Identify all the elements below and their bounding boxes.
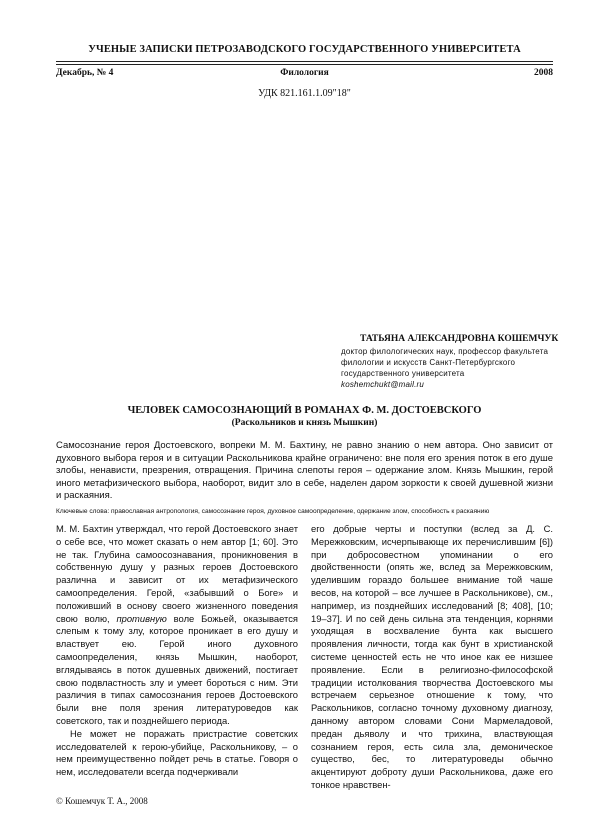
udk-code: УДК 821.161.1.09"18" <box>258 88 351 99</box>
paragraph-text: воле Божьей, оказывается слепым к тому злу, которое проникает в его душу и властвует ею. Герой иного духовного самоопределения, князь Мышкин, наоборот, вглядываясь в поток душевных движений, постигает свою подвластность злу и умеет бороться с ним. Эти различия в типах самосознания героев Достоевского были вне поля зрения литературоведов как советского, так и позднейшего периода. <box>56 612 298 726</box>
body-column-left <box>56 523 298 779</box>
author-degree: доктор филологических наук, профессор факультета филологии и искусств Санкт-Петербургского государственного университета <box>341 347 549 378</box>
header-rule-bottom <box>56 64 553 65</box>
paragraph-text: М. М. Бахтин утверждал, что герой Достоевского знает о себе все, что может сказать о нем автор [1; 60]. Это не так. Глубина самоосознавания, проникновения в собственную душу у разных героев Достоевского различна и зависит от их метафизического самоопределения. Герой, «забывший о Боге» и положивший в основу своего жизненного поведения свою волю, <box>56 523 298 624</box>
paragraph: Не может не поражать пристрастие советских исследователей к герою-убийце, Раскольникову, – о нем преимущественно пойдет речь в статье. Говоря о нем, исследователи всегда подчеркивали <box>56 727 298 778</box>
author-name: ТАТЬЯНА АЛЕКСАНДРОВНА КОШЕМЧУК <box>360 334 559 344</box>
article-title: ЧЕЛОВЕК САМОСОЗНАЮЩИЙ В РОМАНАХ Ф. М. ДОСТОЕВСКОГО <box>127 405 482 416</box>
header-rule-top <box>56 61 553 62</box>
author-email[interactable]: koshemchukt@mail.ru <box>341 380 425 389</box>
paragraph: его добрые черты и поступки (вслед за Д. С. Мережковским, исчерпывающе их перечислившим [6]) при добросовестном упоминании о его двойственности (опять же, вслед за Мережковским, уделившим гораздо большее внимание той чаше весов, на которой – все лучшее в Раскольникове), см., например, из позднейших исследований [8; 408], [10; 19–37]. И по сей день сильна эта тенденция, корнями уходящая в восхваление бунта как высшего проявления личности, тогда как бунт в христианской системе ценностей есть не что иное как ее низшее проявление. Если в религиозно-философской традиции истолкования творчества Достоевского мы встречаем серьезное отношение к тому, что Раскольников, согласно точному духовному диагнозу, данному автором словами Сони Мармеладовой, предан дьяволу и что трихина, властвующая сознанием героя, есть сила зла, демоническое существо, бес, то литературоведы обычно акцентируют доброту души Раскольникова, даже его тонкое нравствен- <box>311 523 553 790</box>
section-name: Филология <box>280 68 329 78</box>
body-column-right <box>311 523 553 792</box>
copyright-note: © Кошемчук Т. А., 2008 <box>56 796 148 806</box>
keywords: Ключевые слова: православная антропология, самосознание героя, духовное самоопределение, одержание злом, способность к раскаянию <box>56 508 490 515</box>
paragraph <box>56 523 298 728</box>
issue-number: Декабрь, № 4 <box>56 68 114 78</box>
abstract: Самосознание героя Достоевского, вопреки М. М. Бахтину, не равно знанию о нем автора. Оно зависит от духовного выбора героя и в ситуации Раскольникова крайне ограничено: вне поля его зрения поток в его душе злобы, ненависти, презрения, отвращения. Причина слепоты героя – одержание злом. Князь Мышкин, герой иного метафизического выбора, наоборот, видит зло в себе, наделен даром зоркости к своей душевной жизни и раскаяния. <box>56 440 553 501</box>
italic-word: противную <box>116 612 167 624</box>
author-affiliation <box>341 346 553 390</box>
issue-year: 2008 <box>534 68 553 78</box>
journal-title: УЧЕНЫЕ ЗАПИСКИ ПЕТРОЗАВОДСКОГО ГОСУДАРСТВЕННОГО УНИВЕРСИТЕТА <box>88 44 521 55</box>
article-subtitle: (Раскольников и князь Мышкин) <box>231 418 378 428</box>
